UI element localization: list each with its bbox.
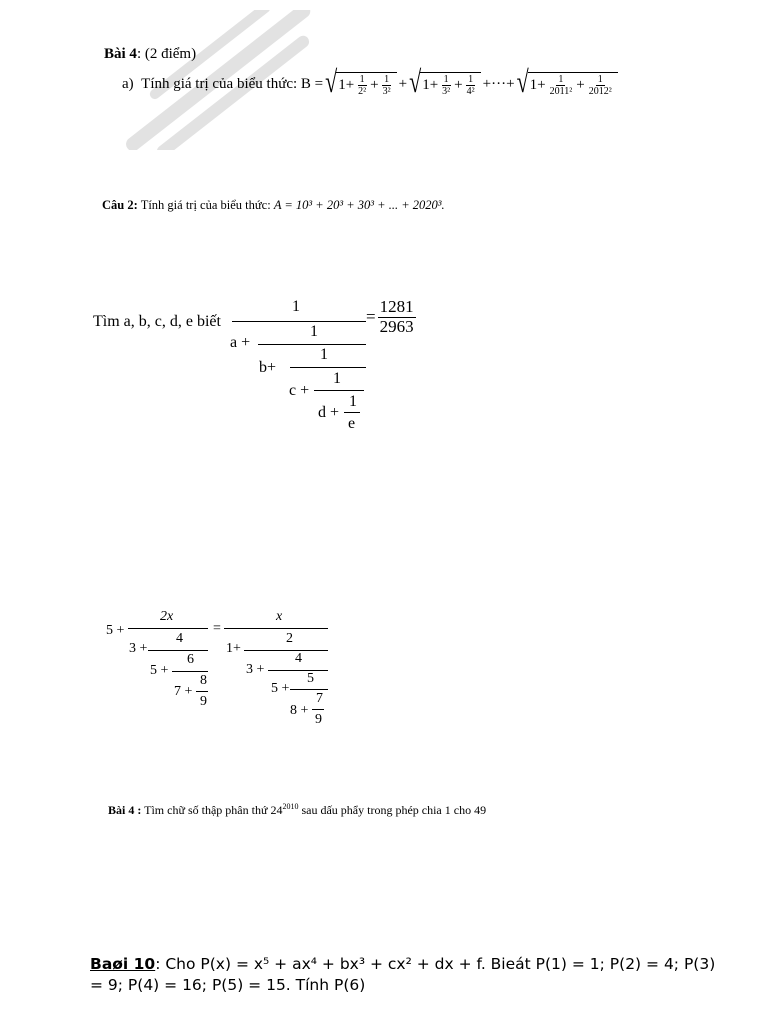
sqrt-term-2: √ 1 + $\frac{1}{\text{3²}}$ + $\frac{1}{\text{4²}}$: [409, 72, 481, 97]
section6-heading: Baøi 10: [90, 955, 156, 973]
section2-heading: Câu 2:: [102, 198, 138, 212]
rhs-denominator: 2963: [379, 316, 414, 336]
section2-instruction: Tính giá trị của biểu thức:: [140, 198, 271, 212]
section6-problem: [90, 954, 730, 996]
sqrt-term-last: √ 1 + $\frac{1}{\text{2011²}}$ + $\frac{1}{\text{2012²}}$: [517, 72, 618, 97]
section5-problem: Bài 4 : Tìm chữ số thập phân thứ $24^{2010}$ sau dấu phẩy trong phép chia 1 cho 49: [108, 802, 487, 817]
section3-rhs: = $\frac{1281}{2963}$: [366, 297, 414, 336]
section2-expression: A = 10³ + 20³ + 30³ + ... + 2020³.: [273, 198, 445, 212]
instruction-text: Tính giá trị của biểu thức:: [141, 76, 298, 92]
sqrt-term-1: √ 1 + $\frac{1}{\text{2²}}$ + $\frac{1}{\text{3²}}$: [325, 72, 397, 97]
section5-heading: Bài 4 :: [108, 803, 142, 817]
section1-expression-line: a) Tính giá trị của biểu thức: B = √ 1 + $\frac{1}{\text{2²}}$ + $\frac{1}{\text{3²}}$ + √ 1 + $\frac{1}{\text{3²}}$ + $\frac{1}{\text{4²}}$ + ··· + √ 1 + $\frac{1}{\text{2011²}}$ + $\frac{1}{\text{2012²}}$: [122, 72, 620, 97]
item-label: a): [122, 76, 134, 92]
section2-problem: [102, 198, 445, 213]
continued-fraction-equation: 5 + 2x 3 + 4 5 + 6 7 + 8 9 = x 1+ 2 3 + 4 5 + 5 8 + 7 9: [100, 606, 340, 736]
section6-text: : Cho P(x) = x⁵ + ax⁴ + bx³ + cx² + dx + f. Bieát P(1) = 1; P(2) = 4; P(3) = 9; P(4) = 16; P(5) = 15. Tính P(6): [90, 955, 716, 994]
continued-fraction-abcde: 1 a + 1 b+ 1 c + 1 d + 1 e: [228, 298, 368, 438]
section3-label: Tìm a, b, c, d, e biết: [93, 313, 221, 330]
rhs-numerator: 1281: [379, 297, 414, 316]
section1-heading: Bài 4: (2 điểm): [104, 46, 197, 62]
